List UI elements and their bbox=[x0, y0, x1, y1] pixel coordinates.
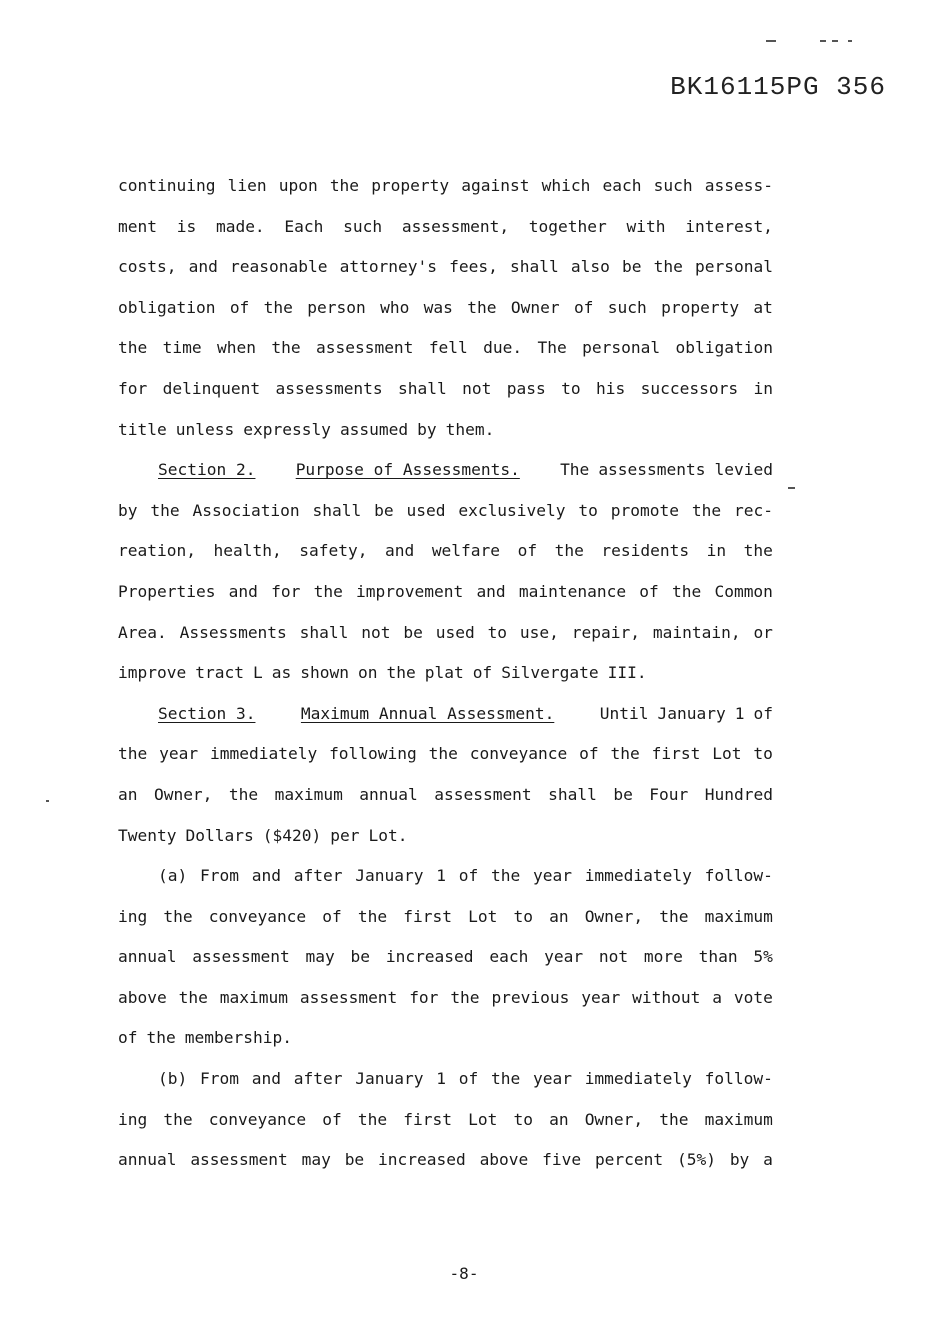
word: of bbox=[639, 581, 659, 601]
word: also bbox=[570, 257, 610, 277]
text-line bbox=[118, 247, 773, 288]
word: the bbox=[146, 1028, 176, 1048]
word: be bbox=[622, 257, 642, 277]
word: Lot. bbox=[368, 825, 408, 845]
word: not bbox=[598, 947, 629, 967]
word: be bbox=[374, 500, 394, 520]
word: membership. bbox=[184, 1028, 292, 1048]
word: 1 bbox=[436, 866, 446, 886]
word: assessment bbox=[315, 338, 414, 358]
word: of bbox=[322, 1109, 342, 1129]
text-line bbox=[118, 816, 773, 857]
word: Lot bbox=[468, 906, 498, 926]
word: assess- bbox=[704, 176, 773, 195]
word: time bbox=[162, 338, 202, 358]
word: maintain, bbox=[652, 622, 741, 642]
word: year bbox=[159, 744, 199, 764]
word: year bbox=[581, 987, 621, 1007]
word: with bbox=[626, 216, 666, 236]
word: attorney's bbox=[339, 257, 438, 277]
word: improvement bbox=[356, 581, 464, 601]
text-line bbox=[118, 572, 773, 613]
word: Hundred bbox=[704, 784, 773, 804]
word: of bbox=[229, 297, 250, 317]
word: made. bbox=[215, 216, 265, 236]
word: each bbox=[489, 947, 529, 967]
word: a bbox=[712, 987, 722, 1007]
word: of bbox=[517, 541, 538, 561]
word: without bbox=[632, 987, 701, 1007]
word: an bbox=[118, 784, 138, 804]
word: and bbox=[188, 257, 218, 277]
word: of bbox=[472, 663, 493, 683]
word: Until bbox=[599, 703, 649, 723]
word: Properties bbox=[118, 581, 216, 601]
text-line bbox=[118, 897, 773, 938]
text-line bbox=[118, 491, 773, 532]
word: plat bbox=[424, 663, 464, 683]
word: fees, bbox=[449, 257, 498, 277]
word: safety, bbox=[299, 541, 368, 561]
word: above bbox=[479, 1150, 529, 1170]
word: (a) bbox=[158, 866, 188, 886]
word: to bbox=[578, 500, 598, 520]
word: assessment bbox=[299, 987, 398, 1007]
text-line bbox=[118, 1140, 773, 1181]
word: ment bbox=[118, 216, 157, 236]
word: not bbox=[462, 378, 492, 398]
section-3-number: Section 3. bbox=[158, 703, 256, 723]
word: assessments bbox=[275, 378, 383, 398]
word: successors bbox=[640, 378, 739, 398]
word: levied bbox=[714, 460, 773, 480]
word: reation, bbox=[118, 541, 196, 561]
word: promote bbox=[610, 500, 679, 520]
word: assumed bbox=[339, 419, 409, 439]
text-line bbox=[118, 369, 773, 410]
word: assessment bbox=[190, 1150, 288, 1170]
word: immediately bbox=[584, 866, 692, 886]
page-number: -8- bbox=[449, 1264, 479, 1283]
word: year bbox=[532, 866, 572, 886]
word: Association bbox=[192, 500, 300, 520]
word: costs, bbox=[118, 257, 177, 277]
text-line bbox=[118, 410, 773, 451]
word: the bbox=[653, 257, 683, 277]
word: his bbox=[596, 378, 626, 398]
subsection-a-first-line bbox=[118, 856, 773, 897]
word: of bbox=[458, 1069, 479, 1089]
word: who bbox=[380, 297, 410, 317]
word: to bbox=[513, 906, 533, 926]
word: the bbox=[450, 987, 480, 1007]
word: following bbox=[329, 744, 417, 764]
text-line bbox=[118, 653, 773, 694]
word: January bbox=[657, 703, 726, 723]
word: an bbox=[549, 906, 569, 926]
word: and bbox=[228, 581, 258, 601]
section-3-title: Maximum Annual Assessment. bbox=[300, 703, 555, 723]
word: From bbox=[200, 1069, 239, 1089]
text-line bbox=[118, 328, 773, 369]
word: immediately bbox=[584, 1069, 692, 1089]
word: annual bbox=[359, 784, 418, 804]
subsection-b-first-line bbox=[118, 1059, 773, 1100]
word: January bbox=[355, 1069, 424, 1089]
word: due. bbox=[483, 338, 523, 358]
word: the bbox=[178, 987, 208, 1007]
word: when bbox=[216, 338, 256, 358]
word: and bbox=[385, 541, 415, 561]
word: annual bbox=[118, 947, 177, 967]
word: of bbox=[322, 906, 342, 926]
text-line bbox=[118, 775, 773, 816]
word: use, bbox=[519, 622, 559, 642]
word: annual bbox=[118, 1150, 177, 1170]
word: as bbox=[271, 663, 292, 683]
word: The bbox=[560, 460, 590, 480]
text-line bbox=[118, 166, 773, 207]
word: an bbox=[549, 1109, 569, 1129]
word: to bbox=[513, 1109, 533, 1129]
word: the bbox=[271, 338, 301, 358]
word: unless bbox=[175, 419, 235, 439]
word: the bbox=[490, 866, 521, 886]
word: Owner, bbox=[584, 1109, 644, 1129]
word: fell bbox=[428, 338, 468, 358]
word: be bbox=[344, 1150, 365, 1170]
word: the bbox=[357, 906, 388, 926]
word: the bbox=[490, 1069, 521, 1089]
word: the bbox=[672, 581, 702, 601]
word: Area. bbox=[118, 622, 167, 642]
scan-speck bbox=[820, 40, 826, 42]
word: title bbox=[118, 419, 167, 439]
word: year bbox=[544, 947, 584, 967]
word: against bbox=[461, 176, 530, 195]
word: the bbox=[150, 500, 180, 520]
word: exclusively bbox=[458, 500, 566, 520]
word: expressly bbox=[243, 419, 331, 439]
word: such bbox=[343, 216, 383, 236]
word: and bbox=[476, 581, 506, 601]
word: pass bbox=[506, 378, 546, 398]
scan-speck bbox=[788, 487, 795, 489]
text-line bbox=[118, 1018, 773, 1059]
word: of bbox=[753, 703, 773, 723]
word: shall bbox=[510, 257, 559, 277]
word: welfare bbox=[431, 541, 501, 561]
text-line bbox=[118, 531, 773, 572]
body-text bbox=[118, 166, 773, 1181]
text-line bbox=[118, 207, 773, 248]
word: in bbox=[706, 541, 727, 561]
text-line bbox=[118, 937, 773, 978]
word: shall bbox=[312, 500, 362, 520]
word: the bbox=[118, 338, 148, 358]
word: property bbox=[371, 176, 450, 195]
word: the bbox=[467, 297, 497, 317]
word: maximum bbox=[704, 1109, 773, 1129]
word: the bbox=[659, 1109, 689, 1129]
word: follow- bbox=[704, 866, 773, 886]
word: at bbox=[753, 297, 773, 317]
word: not bbox=[361, 622, 391, 642]
word: by bbox=[729, 1150, 750, 1170]
text-line bbox=[118, 978, 773, 1019]
word: previous bbox=[491, 987, 570, 1007]
word: January bbox=[355, 866, 424, 886]
scan-speck bbox=[46, 800, 49, 802]
word: 1 bbox=[436, 1069, 446, 1089]
word: maximum bbox=[274, 784, 343, 804]
word: III. bbox=[607, 663, 647, 683]
word: Four bbox=[649, 784, 689, 804]
word: in bbox=[753, 378, 773, 398]
scan-speck bbox=[766, 40, 776, 42]
word: conveyance bbox=[208, 1109, 307, 1129]
word: and bbox=[251, 1069, 281, 1089]
word: From bbox=[200, 866, 239, 886]
word: assessments bbox=[598, 460, 706, 480]
word: ing bbox=[118, 1109, 148, 1129]
word: than bbox=[698, 947, 738, 967]
word: obligation bbox=[118, 297, 216, 317]
section-2-title: Purpose of Assessments. bbox=[295, 460, 520, 480]
word: maximum bbox=[219, 987, 288, 1007]
word: the bbox=[118, 744, 148, 764]
word: together bbox=[528, 216, 607, 236]
word: a bbox=[763, 1150, 773, 1170]
word: the bbox=[743, 541, 773, 561]
word: the bbox=[610, 744, 640, 764]
word: lien bbox=[227, 176, 267, 195]
word: maximum bbox=[704, 906, 773, 926]
word: vote bbox=[733, 987, 773, 1007]
word: by bbox=[417, 419, 437, 439]
word: follow- bbox=[704, 1069, 773, 1089]
word: percent bbox=[594, 1150, 664, 1170]
word: the bbox=[329, 176, 360, 195]
word: year bbox=[532, 1069, 572, 1089]
book-page-stamp: BK16115PG 356 bbox=[670, 72, 886, 102]
word: for bbox=[409, 987, 439, 1007]
scan-speck bbox=[848, 40, 852, 42]
word: to bbox=[487, 622, 508, 642]
word: may bbox=[301, 1150, 331, 1170]
word: Owner bbox=[510, 297, 560, 317]
word: five bbox=[542, 1150, 582, 1170]
word: shown bbox=[300, 663, 349, 683]
word: more bbox=[643, 947, 683, 967]
word: ing bbox=[118, 906, 148, 926]
word: or bbox=[753, 622, 773, 642]
word: (b) bbox=[158, 1069, 188, 1089]
word: to bbox=[753, 744, 773, 764]
word: and bbox=[251, 866, 281, 886]
word: assessment bbox=[192, 947, 290, 967]
section-2-first-line-rest bbox=[560, 450, 773, 491]
word: continuing bbox=[118, 176, 216, 195]
word: assessment bbox=[434, 784, 532, 804]
word: the bbox=[357, 1109, 388, 1129]
word: be bbox=[403, 622, 423, 642]
word: after bbox=[293, 1069, 343, 1089]
text-line bbox=[118, 1100, 773, 1141]
word: per bbox=[330, 825, 360, 845]
word: Assessments bbox=[179, 622, 287, 642]
word: Common bbox=[714, 581, 773, 601]
word: improve bbox=[118, 663, 187, 683]
word: be bbox=[613, 784, 633, 804]
text-line bbox=[118, 613, 773, 654]
word: such bbox=[653, 176, 693, 195]
word: for bbox=[271, 581, 301, 601]
word: the bbox=[691, 500, 722, 520]
section-3-first-line-rest bbox=[600, 694, 773, 735]
word: the bbox=[428, 744, 458, 764]
word: conveyance bbox=[208, 906, 307, 926]
section-2-number: Section 2. bbox=[158, 460, 256, 480]
word: Lot bbox=[712, 744, 742, 764]
word: 5% bbox=[753, 947, 773, 967]
word: obligation bbox=[675, 338, 773, 358]
word: tract bbox=[195, 663, 244, 683]
word: after bbox=[293, 866, 343, 886]
word: above bbox=[118, 987, 167, 1007]
word: shall bbox=[548, 784, 597, 804]
word: conveyance bbox=[469, 744, 568, 764]
word: the bbox=[163, 1109, 193, 1129]
word: the bbox=[263, 297, 293, 317]
word: be bbox=[350, 947, 371, 967]
word: to bbox=[561, 378, 581, 398]
word: Owner, bbox=[584, 906, 644, 926]
word: delinquent bbox=[162, 378, 261, 398]
word: (5%) bbox=[677, 1150, 716, 1170]
word: first bbox=[403, 906, 452, 926]
word: repair, bbox=[571, 622, 640, 642]
word: the bbox=[313, 581, 343, 601]
word: residents bbox=[601, 541, 690, 561]
word: which bbox=[541, 176, 591, 195]
word: was bbox=[423, 297, 453, 317]
word: personal bbox=[582, 338, 661, 358]
word: Owner, bbox=[153, 784, 213, 804]
word: on bbox=[357, 663, 378, 683]
word: of bbox=[579, 744, 599, 764]
word: increased bbox=[378, 1150, 466, 1170]
word: upon bbox=[278, 176, 318, 195]
word: maintenance bbox=[518, 581, 627, 601]
word: is bbox=[176, 216, 197, 236]
word: each bbox=[602, 176, 642, 195]
word: used bbox=[406, 500, 446, 520]
word: increased bbox=[385, 947, 474, 967]
word: reasonable bbox=[229, 257, 328, 277]
word: shall bbox=[299, 622, 349, 642]
word: assessment, bbox=[401, 216, 510, 236]
word: such bbox=[607, 297, 647, 317]
word: rec- bbox=[733, 500, 773, 520]
word: person bbox=[307, 297, 366, 317]
word: used bbox=[435, 622, 475, 642]
word: property bbox=[661, 297, 740, 317]
word: personal bbox=[695, 257, 773, 277]
section-3-heading-line bbox=[118, 694, 773, 735]
word: by bbox=[118, 500, 138, 520]
word: first bbox=[651, 744, 701, 764]
word: the bbox=[163, 906, 193, 926]
word: health, bbox=[213, 541, 282, 561]
word: the bbox=[228, 784, 259, 804]
word: of bbox=[118, 1028, 138, 1048]
word: the bbox=[386, 663, 416, 683]
text-line bbox=[118, 734, 773, 775]
word: immediately bbox=[209, 744, 318, 764]
word: them. bbox=[445, 419, 495, 439]
word: the bbox=[659, 906, 689, 926]
section-2-heading-line bbox=[118, 450, 773, 491]
word: shall bbox=[398, 378, 447, 398]
text-line bbox=[118, 288, 773, 329]
word: for bbox=[118, 378, 148, 398]
word: 1 bbox=[734, 703, 745, 723]
word: Each bbox=[284, 216, 324, 236]
word: first bbox=[403, 1109, 452, 1129]
word: interest, bbox=[685, 216, 773, 236]
word: L bbox=[252, 663, 263, 683]
word: the bbox=[554, 541, 584, 561]
word: Dollars bbox=[185, 825, 254, 845]
word: The bbox=[537, 338, 567, 358]
scan-speck bbox=[832, 40, 838, 42]
word: Twenty bbox=[118, 825, 177, 845]
word: may bbox=[305, 947, 335, 967]
word: Silvergate bbox=[501, 663, 599, 683]
word: of bbox=[573, 297, 594, 317]
word: Lot bbox=[468, 1109, 498, 1129]
word: of bbox=[458, 866, 479, 886]
word: ($420) bbox=[262, 825, 322, 845]
